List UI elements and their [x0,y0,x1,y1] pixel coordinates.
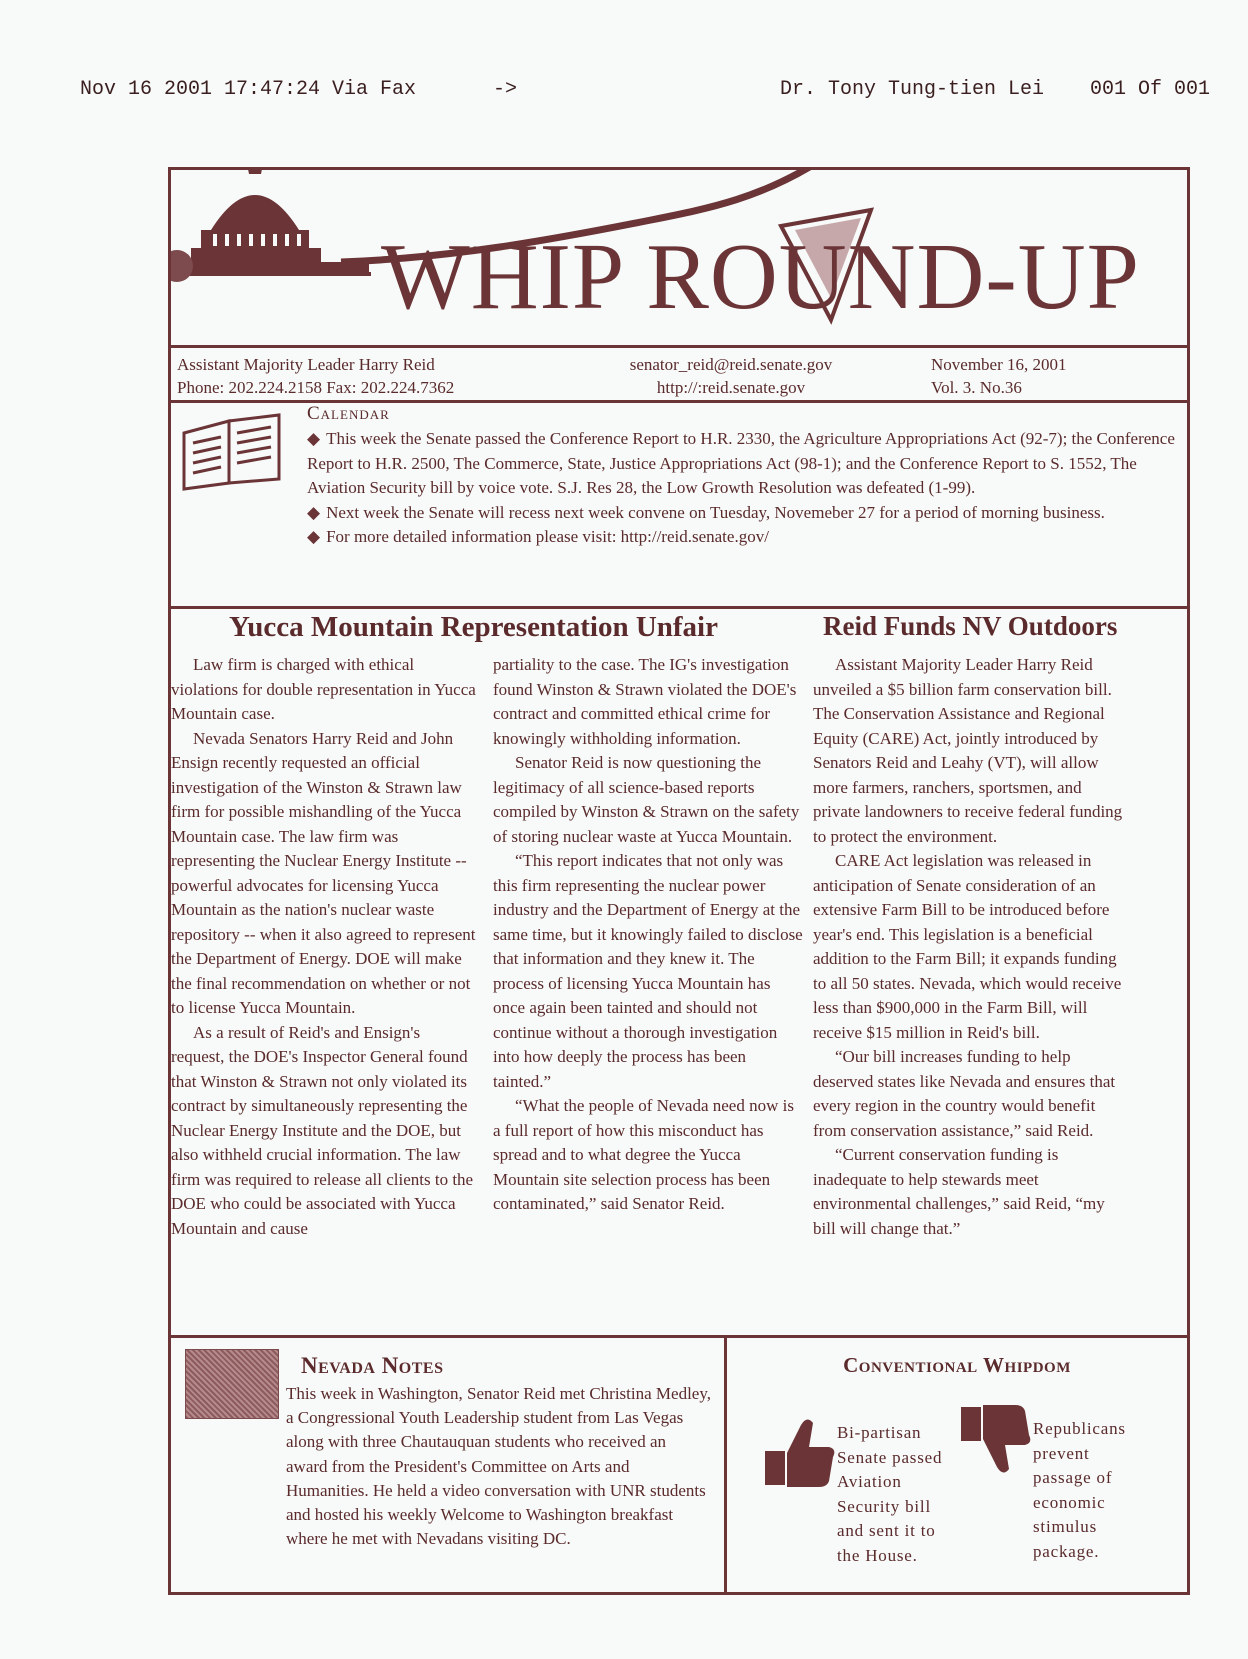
contact-block [177,353,454,399]
article-paragraph: As a result of Reid's and Ensign's request, the DOE's Inspector General found that Winston & Strawn not only violated its contract by simultaneously representing the Nuclear Energy Institute and the DOE, but also withheld crucial information. The law firm was required to release all clients to the DOE who could be associated with Yucca Mountain and cause [171,1022,474,1238]
nevada-notes-body: This week in Washington, Senator Reid met Christina Medley, a Congressional Youth Leadership student from Las Vegas along with three Chautauquan students who received an award from the President's Committee on Arts and Humanities. He held a video conversation with UNR students and hosted his weekly Welcome to Washington breakfast where he met with Nevadans visiting DC. [286,1384,711,1549]
calendar-list [307,427,1177,550]
email-address: senator_reid@reid.senate.gov [629,355,833,374]
fax-page-count: 001 Of 001 [1090,78,1211,101]
thumbs-up-text: Bi-partisan Senate passed Aviation Security bill and sent it to the House. [837,1423,943,1565]
fax-timestamp: Nov 16 2001 17:47:24 Via Fax [80,78,417,101]
web-block [601,353,861,399]
article-paragraph: “This report indicates that not only was this firm representing the nuclear power industry and the Department of Energy at the same time, but it knowingly failed to disclose that information and they knew it. The process of licensing Yucca Mountain has once again been tainted and should not continue without a thorough investigation into how deeply the process has been tainted.” [493,851,803,1091]
reid-funds-column [813,653,1131,1241]
calendar-item: ◆ For more detailed information please visit: http://reid.senate.gov/ [307,527,769,546]
thumbs-down-icon [953,1401,1033,1481]
article-paragraph: “What the people of Nevada need now is a full report of how this misconduct has spread and to what degree the Yucca Mountain site selection process has been contaminated,” said Senator Reid. [493,1096,794,1213]
article-paragraph: “Our bill increases funding to help deserved states like Nevada and ensures that every region in the country would benefit from conservation assistance,” said Reid. [813,1047,1116,1140]
fax-header [80,78,1210,104]
yucca-headline: Yucca Mountain Representation Unfair [229,611,718,643]
article-paragraph: Law firm is charged with ethical violations for double representation in Yucca Mountain case. [171,655,476,723]
diamond-bullet-icon: ◆ [307,527,321,546]
fax-arrow: -> [493,78,518,101]
calendar-section [171,403,1187,606]
leader-name: Assistant Majority Leader Harry Reid [177,355,435,374]
calendar-heading: Calendar [307,403,390,424]
website-url: http://:reid.senate.gov [656,378,806,397]
thumbs-up-icon [757,1411,837,1491]
articles-section [171,606,1187,1338]
newsletter-title: WHIP ROUND-UP [381,225,1140,329]
yucca-column-1 [171,653,476,1241]
book-icon [179,413,289,493]
diamond-bullet-icon: ◆ [307,429,321,448]
fax-recipient: Dr. Tony Tung-tien Lei [780,78,1045,101]
issue-volume: Vol. 3. No.36 [931,378,1022,397]
issue-date: November 16, 2001 [931,355,1067,374]
yucca-column-2 [493,653,803,1217]
masthead [171,170,1187,348]
article-paragraph: partiality to the case. The IG's investigation found Winston & Strawn violated the DOE's contract and committed ethical crime for knowingly withholding information. [493,655,797,748]
article-paragraph: Senator Reid is now questioning the legitimacy of all science-based reports compiled by Winston & Strawn on the safety of storing nuclear waste at Yucca Mountain. [493,753,800,846]
nevada-flag-icon [185,1349,279,1419]
thumbs-down-text: Republicans prevent passage of economic stimulus package. [1033,1419,1126,1561]
phone-fax: Phone: 202.224.2158 Fax: 202.224.7362 [177,378,455,397]
diamond-bullet-icon: ◆ [307,502,321,522]
calendar-item: ◆ This week the Senate passed the Conference Report to H.R. 2330, the Agriculture Appropriations Act (92-7); the Conference Report to H.R. 2500, The Commerce, State, Justice Appropriations Act (98-1); and the Conference Report to S. 1552, The Aviation Security bill by voice vote. S.J. Res 28, the Low Growth Resolution was defeated (1-99). [307,429,1175,497]
issue-block [931,353,1067,399]
reid-funds-headline: Reid Funds NV Outdoors [823,611,1118,641]
info-bar [171,345,1187,403]
article-paragraph: “Current conservation funding is inadequate to help stewards meet environmental challenges,” said Reid, “my bill will change that.” [813,1145,1105,1238]
article-paragraph: CARE Act legislation was released in anticipation of Senate consideration of an extensive Farm Bill to be introduced before year's end. This legislation is a beneficial addition to the Farm Bill; it expands funding to all 50 states. Nevada, which would receive less than $900,000 in the Farm Bill, will receive $15 million in Reid's bill. [813,851,1122,1042]
nevada-notes-section [171,1335,724,1595]
nevada-notes-heading: Nevada Notes [301,1353,444,1378]
calendar-item: ◆ Next week the Senate will recess next week convene on Tuesday, Novemeber 27 for a period of morning business. [307,502,1105,522]
article-paragraph: Assistant Majority Leader Harry Reid unveiled a $5 billion farm conservation bill. The Conservation Assistance and Regional Equity (CARE) Act, jointly introduced by Senators Reid and Leahy (VT), will allow more farmers, ranchers, sportsmen, and private landowners to receive federal funding to protect the environment. [813,655,1123,846]
article-paragraph: Nevada Senators Harry Reid and John Ensign recently requested an official investigation of the Winston & Strawn law firm for possible mishandling of the Yucca Mountain case. The law firm was representing the Nuclear Energy Institute -- powerful advocates for licensing Yucca Mountain as the nation's nuclear waste repository -- when it also agreed to represent the Department of Energy. DOE will make the final recommendation on whether or not to license Yucca Mountain. [171,728,476,1017]
newsletter-page [168,167,1190,1595]
whipdom-heading: Conventional Whipdom [843,1353,1071,1377]
whipdom-section [727,1335,1187,1595]
